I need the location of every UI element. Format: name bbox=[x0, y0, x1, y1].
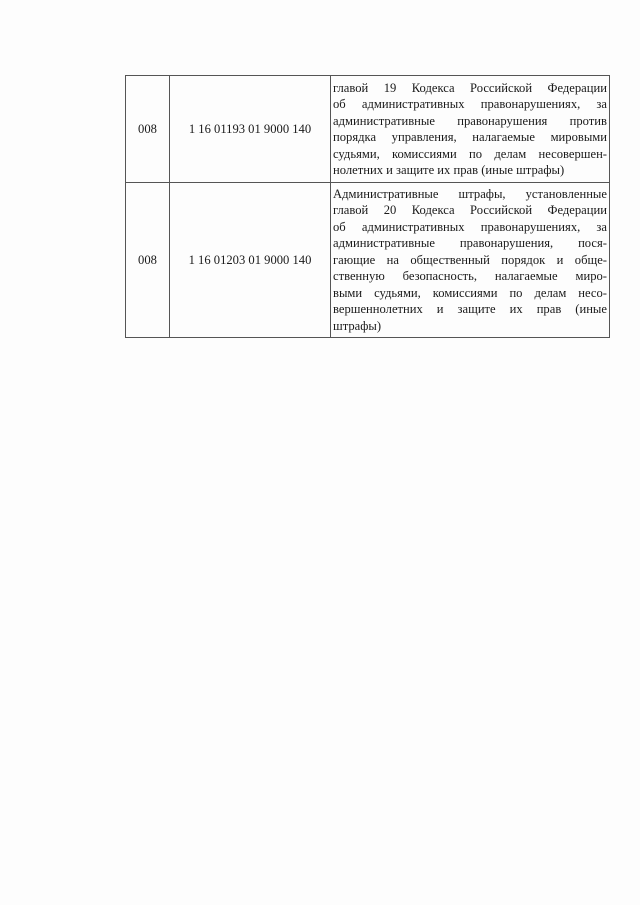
table-row bbox=[126, 76, 610, 183]
description-line: выми судьями, комиссиями по делам несо- bbox=[333, 285, 607, 300]
description-line: главой 19 Кодекса Российской Федерации bbox=[333, 80, 607, 95]
kbk-code-cell: 1 16 01203 01 9000 140 bbox=[170, 183, 331, 338]
description-line: гающие на общественный порядок и обще- bbox=[333, 252, 607, 267]
description-line: об административных правонарушениях, за bbox=[333, 97, 607, 111]
description-line: административные правонарушения против bbox=[333, 113, 607, 128]
description-line: штрафы) bbox=[333, 318, 382, 333]
description-cell bbox=[331, 76, 610, 183]
kbk-code-cell: 1 16 01193 01 9000 140 bbox=[170, 76, 331, 183]
table-row bbox=[126, 183, 610, 338]
description-line: об административных правонарушениях, за bbox=[333, 219, 607, 234]
budget-classification-table bbox=[125, 75, 610, 338]
admin-code-cell: 008 bbox=[126, 76, 170, 183]
description-line: главой 20 Кодекса Российской Федерации bbox=[333, 203, 607, 218]
description-cell bbox=[331, 183, 610, 338]
description-line: Административные штрафы, установленные bbox=[333, 186, 607, 201]
description-line: судьями, комиссиями по делам несовершен- bbox=[333, 146, 607, 161]
description-line: ственную безопасность, налагаемые миро- bbox=[333, 269, 607, 284]
description-line: порядка управления, налагаемые мировыми bbox=[333, 130, 607, 144]
admin-code-cell: 008 bbox=[126, 183, 170, 338]
description-line: вершеннолетних и защите их прав (иные bbox=[333, 302, 607, 317]
description-line: административные правонарушения, пося- bbox=[333, 236, 607, 251]
description-line: нолетних и защите их прав (иные штрафы) bbox=[333, 163, 565, 177]
